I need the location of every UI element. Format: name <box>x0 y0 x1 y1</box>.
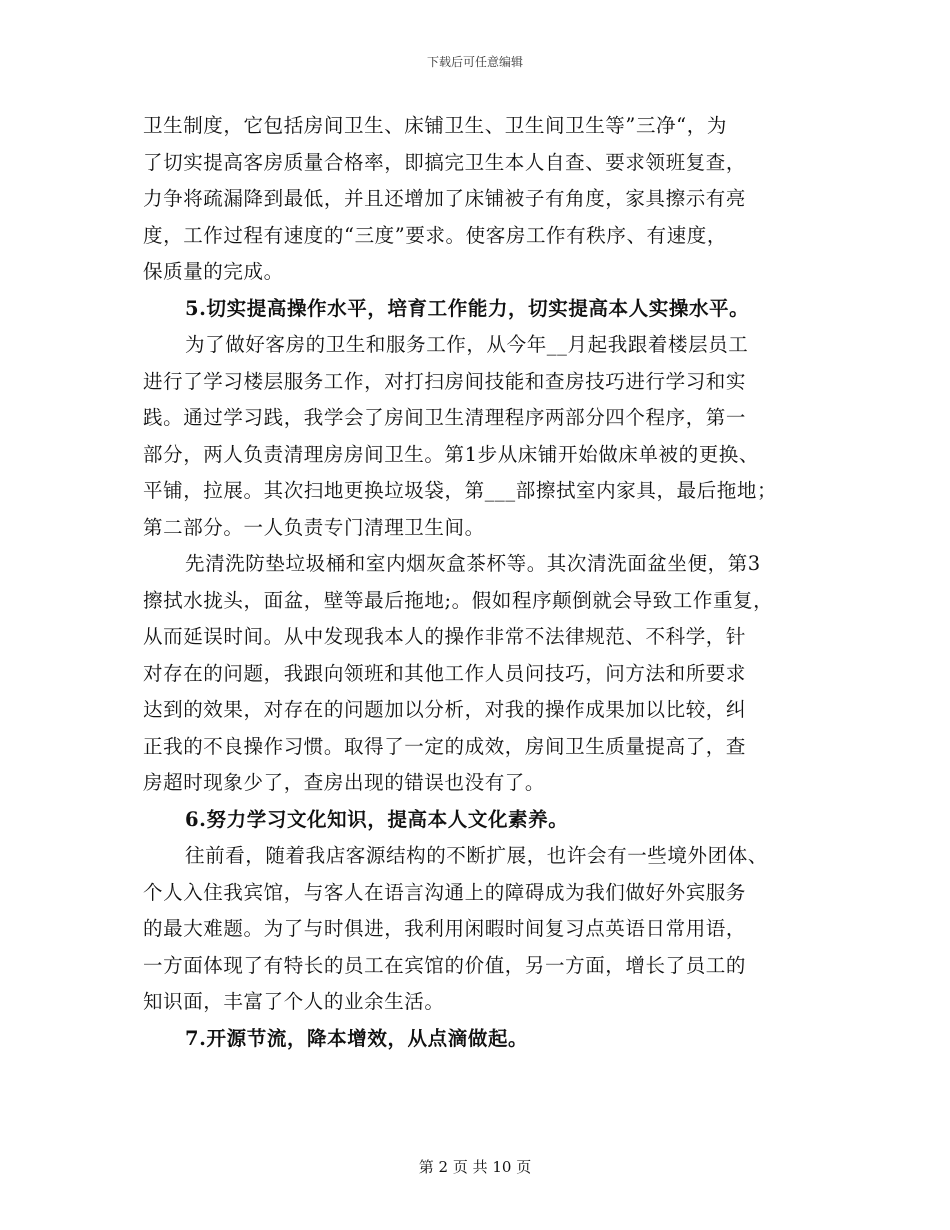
body-line: 达到的效果，对存在的问题加以分析，对我的操作成果加以比较，纠 <box>143 698 747 721</box>
body-line: 从而延误时间。从中发现我本人的操作非常不法律规范、不科学，针 <box>143 625 747 648</box>
page-header: 下载后可任意编辑 <box>426 55 523 69</box>
body-line: 了切实提高客房质量合格率，即搞完卫生本人自查、要求领班复查， <box>143 150 747 174</box>
body-line: 正我的不良操作习惯。取得了一定的成效，房间卫生质量提高了，查 <box>143 734 747 758</box>
body-line: 的最大难题。为了与时俱进，我利用闲暇时间复习点英语日常用语， <box>143 917 747 940</box>
section-heading-7: 7.开源节流，降本增效，从点滴做起。 <box>185 1026 529 1050</box>
body-line: 一方面体现了有特长的员工在宾馆的价值，另一方面，增长了员工的 <box>143 953 747 977</box>
body-line: 部分，两人负责清理房房间卫生。第1步从床铺开始做床单被的更换、 <box>143 442 760 466</box>
body-line: 进行了学习楼层服务工作，对打扫房间技能和查房技巧进行学习和实 <box>143 369 747 393</box>
section-heading-6: 6.努力学习文化知识，提高本人文化素养。 <box>185 807 569 831</box>
paragraph-start: 往前看，随着我店客源结构的不断扩展，也许会有一些境外团体、 <box>185 844 768 867</box>
paragraph-start: 为了做好客房的卫生和服务工作，从今年__月起我跟着楼层员工 <box>185 333 749 356</box>
body-line: 个人入住我宾馆，与客人在语言沟通上的障碍成为我们做好外宾服务 <box>143 880 747 904</box>
body-line: 平铺，拉展。其次扫地更换垃圾袋，第___部擦拭室内家具，最后拖地； <box>143 479 778 502</box>
body-line: 擦拭水拢头，面盆，壁等最后拖地;。假如程序颠倒就会导致工作重复， <box>143 588 774 612</box>
body-line: 对存在的问题，我跟向领班和其他工作人员问技巧，问方法和所要求 <box>143 661 747 685</box>
paragraph-start: 先清洗防垫垃圾桶和室内烟灰盒茶杯等。其次清洗面盆坐便，第3 <box>185 552 761 575</box>
section-heading-5: 5.切实提高操作水平，培育工作能力，切实提高本人实操水平。 <box>185 296 750 320</box>
document-body <box>143 108 815 1057</box>
body-line: 度，工作过程有速度的“三度”要求。使客房工作有秩序、有速度， <box>143 223 727 247</box>
body-line: 卫生制度，它包括房间卫生、床铺卫生、卫生间卫生等”三净“，为 <box>143 114 727 137</box>
body-line: 力争将疏漏降到最低，并且还增加了床铺被子有角度，家具擦示有亮 <box>143 187 747 210</box>
body-line: 保质量的完成。 <box>143 260 284 283</box>
body-line: 知识面，丰富了个人的业余生活。 <box>143 990 445 1013</box>
body-line: 第二部分。一人负责专门清理卫生间。 <box>143 515 485 539</box>
body-line: 践。通过学习践，我学会了房间卫生清理程序两部分四个程序，第一 <box>143 406 747 429</box>
body-line: 房超时现象少了，查房出现的错误也没有了。 <box>143 771 546 794</box>
page-footer: 第 2 页 共 10 页 <box>418 1158 532 1176</box>
